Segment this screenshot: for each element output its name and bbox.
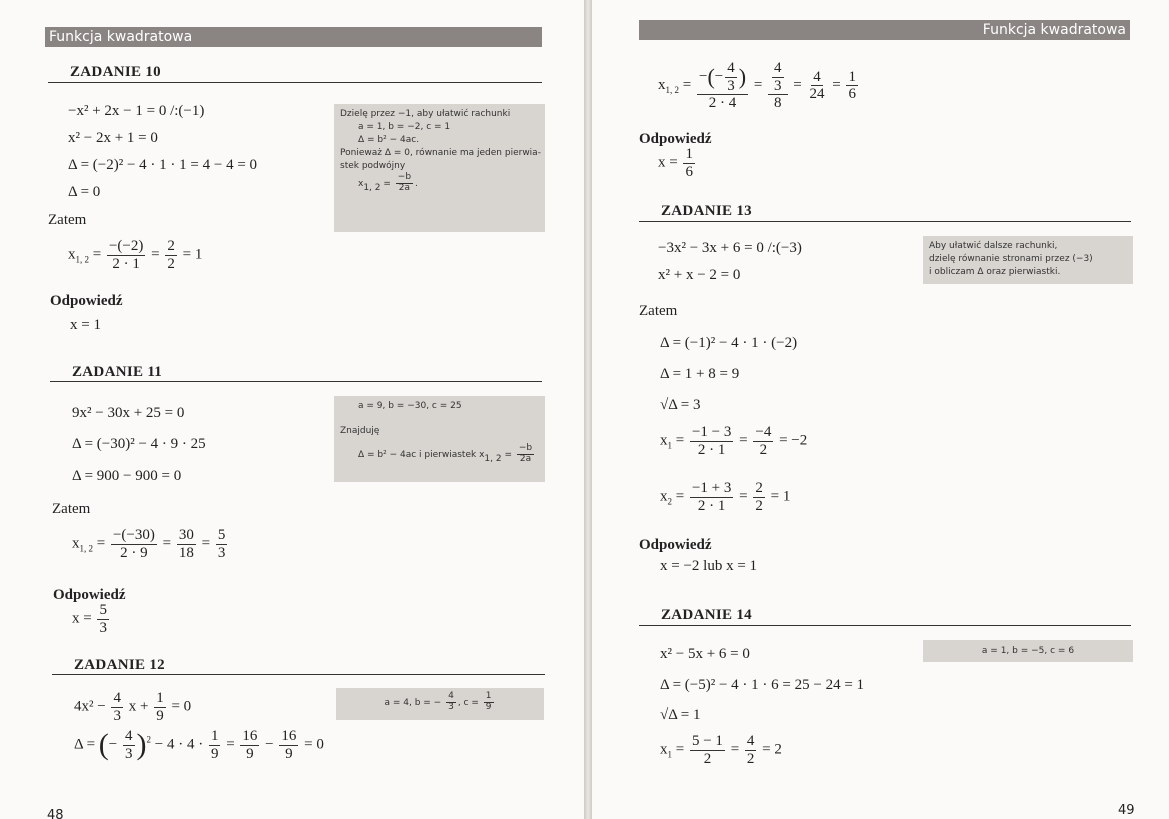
task-13-line-4: Δ = 1 + 8 = 9 <box>660 366 740 382</box>
left-page <box>0 0 584 819</box>
task-10-answer-label: Odpowiedź <box>50 293 123 309</box>
top-root-formula: $x_{1, 2}$ = −(− $\frac{4}{3}$ ) 2 · 4 = $\frac{\frac{4}{3}}{8}$ = $\frac{4}{24}$ = $\frac{1}{6}$ <box>658 60 856 111</box>
task-10-line-2: x² − 2x + 1 = 0 <box>68 130 158 146</box>
task-10-line-4: Δ = 0 <box>68 184 101 200</box>
task-13-line-5: √Δ = 3 <box>660 397 701 413</box>
task-12-rule <box>52 674 545 675</box>
task-10-zatem: Zatem <box>48 212 87 228</box>
note-formula: Δ = b² − 4ac i pierwiastek x1, 2 = $\frac{-b}{2a}$ <box>358 443 533 464</box>
task-12-answer-label: Odpowiedź <box>639 131 712 147</box>
task-10-line-1: −x² + 2x − 1 = 0 /:(−1) <box>68 103 205 119</box>
task-14-x1: $x_1$ = $\frac{5 - 1}{2}$ = $\frac{4}{2}$ = 2 <box>660 733 782 767</box>
task-13-title: ZADANIE 13 <box>661 203 752 219</box>
note-formula: x1, 2 = $\frac{-b}{2a}$ . <box>358 172 418 194</box>
task-14-line-3: √Δ = 1 <box>660 707 701 723</box>
page-number-right: 49 <box>1118 803 1135 818</box>
task-11-zatem: Zatem <box>52 501 91 517</box>
task-11-root-formula: $x_{1, 2}$ = $\frac{-(-30)}{2 \cdot 9}$ = $\frac{30}{18}$ = $\frac{5}{3}$ <box>72 527 226 561</box>
task-11-line-3: Δ = 900 − 900 = 0 <box>72 468 182 484</box>
task-11-rule <box>50 381 542 382</box>
chapter-title: Funkcja kwadratowa <box>982 22 1126 38</box>
task-14-line-2: Δ = (−5)² − 4 · 1 · 6 = 25 − 24 = 1 <box>660 677 865 693</box>
task-10-rule <box>48 82 542 83</box>
task-11-line-1: 9x² − 30x + 25 = 0 <box>72 405 185 421</box>
task-12-line-2: Δ = (− $\frac{4}{3}$ )$^2$ − 4 · 4 · $\frac{1}{9}$ = $\frac{16}{9}$ − $\frac{16}{9}$ = 0 <box>74 728 324 762</box>
page-number-left: 48 <box>47 808 64 819</box>
task-11-side-note: a = 9, b = −30, c = 25 Znajduję Δ = b² − 4ac i pierwiastek x1, 2 = $\frac{-b}{2a}$ <box>334 396 545 482</box>
task-13-x2: $x_2$ = $\frac{-1 + 3}{2 \cdot 1}$ = $\frac{2}{2}$ = 1 <box>660 480 791 514</box>
x-symbol: x <box>68 246 76 263</box>
task-10-line-3: Δ = (−2)² − 4 · 1 · 1 = 4 − 4 = 0 <box>68 157 258 173</box>
task-10-side-note <box>334 104 545 232</box>
task-10-root-formula: $x_{1, 2}$ = $\frac{-(-2)}{2 \cdot 1}$ = $\frac{2}{2}$ = 1 <box>68 238 203 272</box>
task-11-line-2: Δ = (−30)² − 4 · 9 · 25 <box>72 436 206 452</box>
task-13-line-1: −3x² − 3x + 6 = 0 /:(−3) <box>658 240 802 256</box>
book-gutter <box>584 0 592 819</box>
task-10-answer: x = 1 <box>70 317 101 333</box>
task-13-line-2: x² + x − 2 = 0 <box>658 267 741 283</box>
task-14-rule <box>639 625 1131 626</box>
result: = 1 <box>182 246 203 263</box>
task-13-side-note: Aby ułatwić dalsze rachunki, dzielę równanie stronami przez (−3) i obliczam Δ oraz pierwiastki. <box>923 236 1133 284</box>
right-page <box>592 0 1169 819</box>
chapter-title: Funkcja kwadratowa <box>49 29 193 45</box>
task-12-answer: x = $\frac{1}{6}$ <box>658 146 693 180</box>
task-11-title: ZADANIE 11 <box>72 364 163 380</box>
task-10-title: ZADANIE 10 <box>70 64 161 80</box>
task-13-answer: x = −2 lub x = 1 <box>660 558 758 574</box>
task-13-rule <box>639 221 1131 222</box>
task-14-side-note: a = 1, b = −5, c = 6 <box>923 640 1133 662</box>
task-13-line-3: Δ = (−1)² − 4 · 1 · (−2) <box>660 335 798 351</box>
note-line: Δ = b² − 4ac. <box>358 135 420 146</box>
task-13-x1: $x_1$ = $\frac{-1 - 3}{2 \cdot 1}$ = $\frac{-4}{2}$ = −2 <box>660 424 808 458</box>
task-14-title: ZADANIE 14 <box>661 607 752 623</box>
task-12-line-1: 4x² − $\frac{4}{3}$ x + $\frac{1}{9}$ = 0 <box>74 690 192 724</box>
task-13-zatem: Zatem <box>639 303 678 319</box>
chapter-banner <box>639 20 1130 40</box>
fraction: $\frac{2}{2}$ <box>167 238 175 272</box>
task-11-answer: x = $\frac{5}{3}$ <box>72 602 107 636</box>
fraction: $\frac{-(-2)}{2 \cdot 1}$ <box>108 238 144 272</box>
note-line: stek podwójny <box>340 161 406 172</box>
x-subscript: 1, 2 <box>75 254 89 265</box>
task-12-title: ZADANIE 12 <box>74 657 165 673</box>
task-12-side-note: a = 4, b = − $\frac{4}{3}$ , c = $\frac{1}{9}$ <box>336 688 544 720</box>
task-11-answer-label: Odpowiedź <box>53 587 126 603</box>
task-13-answer-label: Odpowiedź <box>639 537 712 553</box>
note-line: Dzielę przez −1, aby ułatwić rachunki <box>340 109 511 119</box>
task-14-line-1: x² − 5x + 6 = 0 <box>660 646 750 662</box>
note-line: a = 1, b = −2, c = 1 <box>358 122 451 133</box>
note-line: Ponieważ Δ = 0, równanie ma jeden pierwia- <box>340 148 541 159</box>
chapter-banner <box>45 27 542 47</box>
